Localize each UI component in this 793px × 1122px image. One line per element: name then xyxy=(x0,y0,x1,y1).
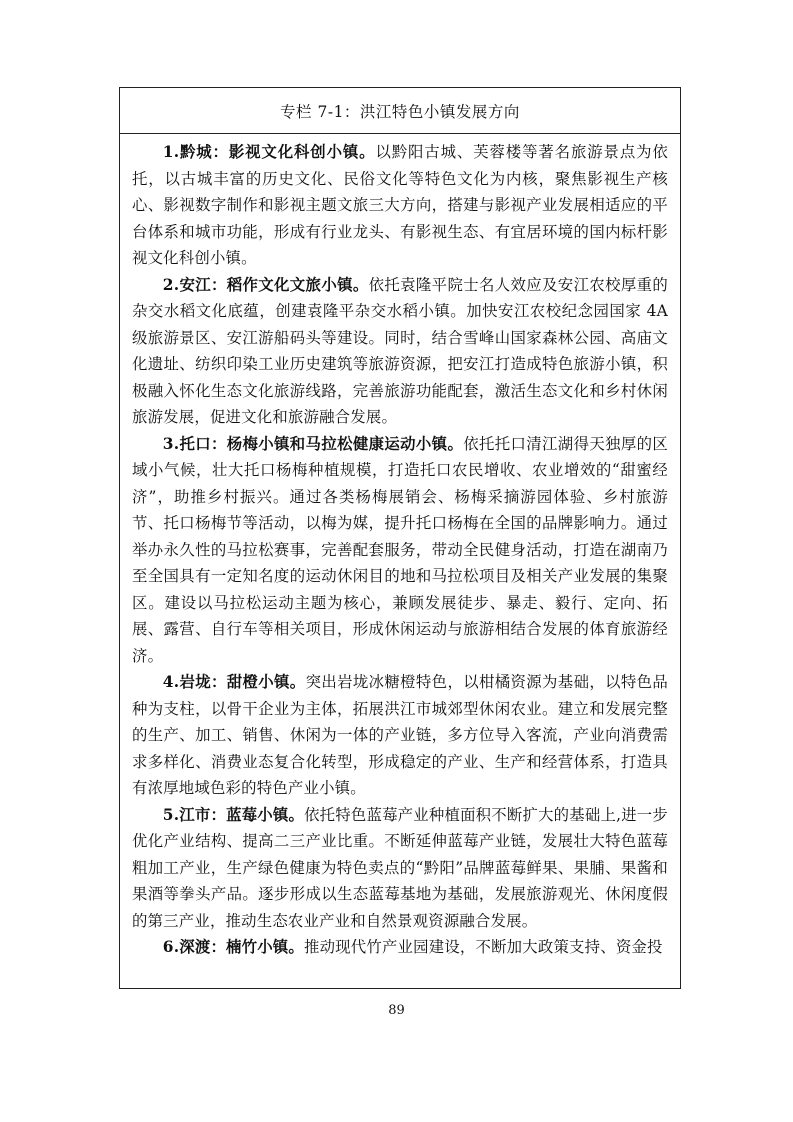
box-title: 专栏 7-1：洪江特色小镇发展方向 xyxy=(120,88,680,134)
section-text: 依托特色蓝莓产业种植面积不断扩大的基础上,进一步优化产业结构、提高二三产业比重。不断延伸蓝莓产业链，发展壮大特色蓝莓粗加工产业，生产绿色健康为特色卖点的“黔阳”品牌蓝莓鲜果、果脯、果酱和果酒等拳头产品。逐步形成以生态蓝莓基地为基础，发展旅游观光、休闲度假的第三产业，推动生态农业产业和自然景观资源融合发展。 xyxy=(132,805,668,930)
section-paragraph xyxy=(132,139,668,272)
section-text: 突出岩垅冰糖橙特色，以柑橘资源为基础，以特色品种为支柱，以骨干企业为主体，拓展洪江市城郊型休闲农业。建立和发展完整的生产、加工、销售、休闲为一体的产业链，多方位导入客流，产业向消费需求多样化、消费业态复合化转型，形成稳定的产业、生产和经营体系，打造具有浓厚地域色彩的特色产业小镇。 xyxy=(132,673,668,797)
section-heading: 5.江市：蓝莓小镇。 xyxy=(162,805,305,824)
section-text: 推动现代竹产业园建设，不断加大政策支持、资金投 xyxy=(304,938,663,956)
section-text: 依托托口清江湖得天独厚的区域小气候，壮大托口杨梅种植规模，打造托口农民增收、农业增效的“甜蜜经济”，助推乡村振兴。通过各类杨梅展销会、杨梅采摘游园体验、乡村旅游节、托口杨梅节等活动，以梅为媒，提升托口杨梅在全国的品牌影响力。通过举办永久性的马拉松赛事，完善配套服务，带动全民健身活动，打造在湖南乃至全国具有一定知名度的运动休闲目的地和马拉松项目及相关产业发展的集聚区。建设以马拉松运动主题为核心，兼顾发展徒步、暴走、毅行、定向、拓展、露营、自行车等相关项目，形成休闲运动与旅游相结合发展的体育旅游经济。 xyxy=(132,434,668,665)
section-paragraph xyxy=(132,669,668,802)
section-heading: 2.安江：稻作文化文旅小镇。 xyxy=(162,275,369,294)
section-paragraph xyxy=(132,802,668,935)
section-heading: 4.岩垅：甜橙小镇。 xyxy=(162,673,306,691)
section-text: 以黔阳古城、芙蓉楼等著名旅游景点为依托，以古城丰富的历史文化、民俗文化等特色文化为内核，聚焦影视生产核心、影视数字制作和影视主题文旅三大方向，搭建与影视产业发展相适应的平台体系和城市功能，形成有行业龙头、有影视生态、有宜居环境的国内标杆影视文化科创小镇。 xyxy=(132,143,668,267)
section-text: 依托袁隆平院士名人效应及安江农校厚重的杂交水稻文化底蕴，创建袁隆平杂交水稻小镇。加快安江农校纪念园国家 4A 级旅游景区、安江游船码头等建设。同时，结合雪峰山国家森林公园、高庙文化遗址、纺织印染工业历史建筑等旅游资源，把安江打造成特色旅游小镇，积极融入怀化生态文化旅游线路，完善旅游功能配套，激活生态文化和乡村休闲旅游发展，促进文化和旅游融合发展。 xyxy=(132,275,668,426)
page-number: 89 xyxy=(388,1003,405,1018)
section-paragraph xyxy=(132,272,668,431)
section-paragraph xyxy=(132,431,668,670)
section-heading: 3.托口：杨梅小镇和马拉松健康运动小镇。 xyxy=(162,434,464,453)
section-heading: 6.深渡：楠竹小镇。 xyxy=(162,938,304,956)
section-heading: 1.黔城：影视文化科创小镇。 xyxy=(162,143,376,161)
box-body xyxy=(120,134,680,961)
section-paragraph xyxy=(132,934,668,961)
feature-box xyxy=(119,87,681,989)
